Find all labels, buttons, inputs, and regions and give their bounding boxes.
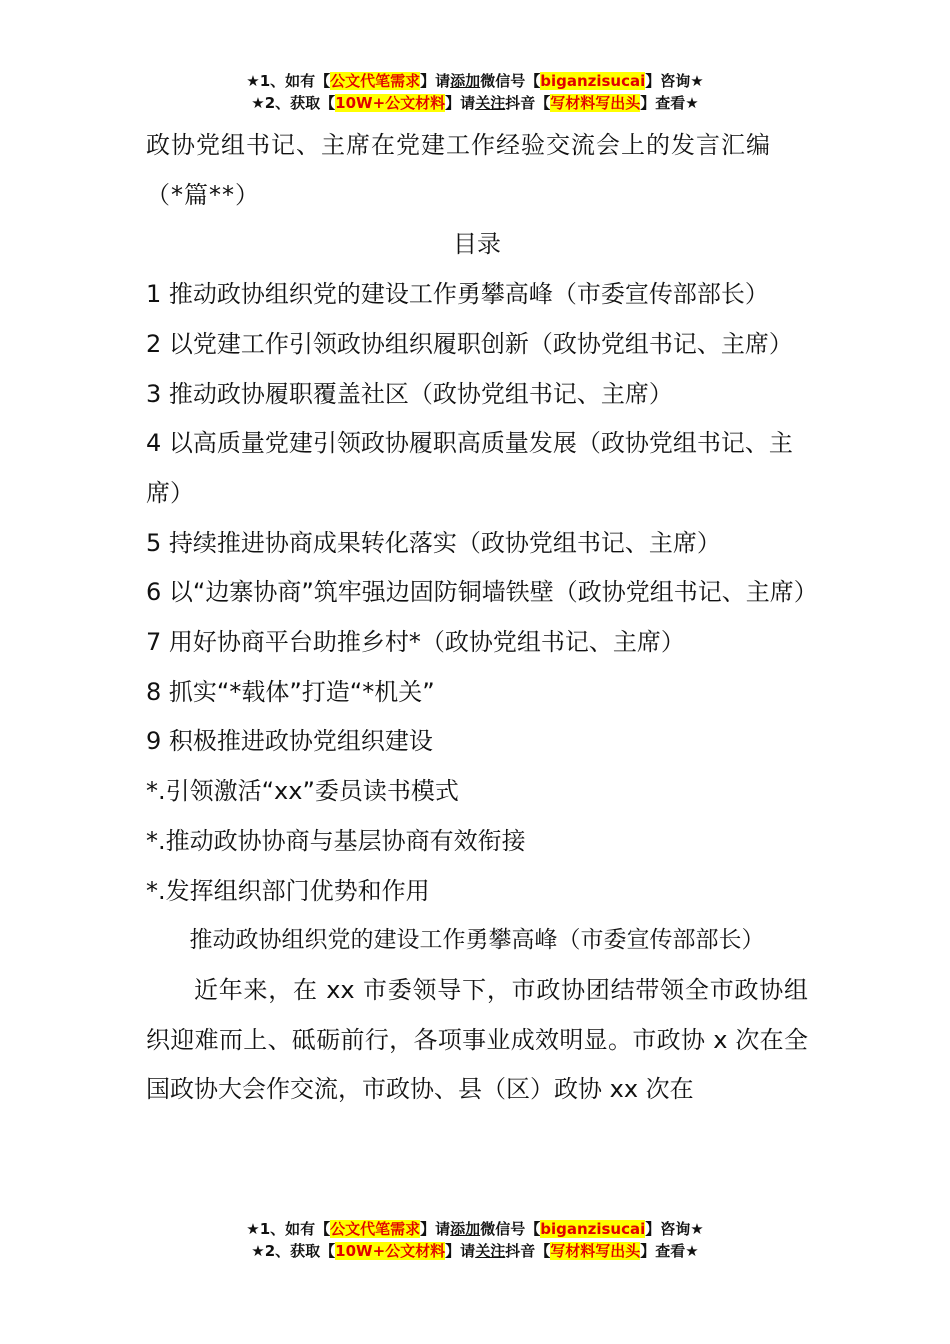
promo-underline: 关注 [475, 1242, 506, 1260]
star-icon: ★ [685, 94, 699, 112]
promo-line-2 [0, 92, 950, 114]
body-paragraph: 近年来，在 xx 市委领导下，市政协团结带领全市政协组织迎难而上、砥砺前行，各项事业成效明显。市政协 x 次在全国政协大会作交流，市政协、县（区）政协 xx 次在 [146, 975, 808, 1104]
star-icon: ★ [690, 1220, 704, 1238]
promo-highlight: 公文代笔需求 [330, 1220, 421, 1238]
promo-text: 】请 [445, 1242, 476, 1260]
promo-line-1 [0, 70, 950, 92]
promo-underline: 添加 [450, 72, 481, 90]
star-icon: ★ [246, 72, 260, 90]
promo-text: 】请 [420, 72, 451, 90]
promo-text: 微信号【 [480, 72, 541, 90]
promo-highlight: 10W+公文材料 [335, 94, 446, 112]
toc-item: 1 推动政协组织党的建设工作勇攀高峰（市委宣传部部长） [146, 280, 769, 309]
promo-text: 1、如有【 [259, 72, 331, 90]
promo-text: 】查看 [640, 94, 686, 112]
promo-text: 1、如有【 [259, 1220, 331, 1238]
promo-underline: 关注 [475, 94, 506, 112]
toc-heading: 目录 [453, 230, 501, 259]
section-title: 推动政协组织党的建设工作勇攀高峰（市委宣传部部长） [189, 927, 765, 954]
toc-item: 9 积极推进政协党组织建设 [146, 727, 433, 756]
promo-text: 2、获取【 [264, 1242, 336, 1260]
promo-text: 2、获取【 [264, 94, 336, 112]
toc-item: *.发挥组织部门优势和作用 [146, 876, 430, 905]
promo-highlight: 10W+公文材料 [335, 1242, 446, 1260]
promo-underline: 添加 [450, 1220, 481, 1238]
star-icon: ★ [251, 94, 265, 112]
toc-item: 8 抓实“*载体”打造“*机关” [146, 677, 435, 706]
promo-line-2 [0, 1240, 950, 1262]
promo-text: 】查看 [640, 1242, 686, 1260]
toc-item: 2 以党建工作引领政协组织履职创新（政协党组书记、主席） [146, 329, 793, 358]
promo-douyin-id: 写材料写出头 [550, 94, 641, 112]
document-title: 政协党组书记、主席在党建工作经验交流会上的发言汇编（*篇**） [146, 131, 771, 209]
promo-wechat-id: biganzisucai [540, 72, 646, 90]
promo-line-1 [0, 1218, 950, 1240]
toc-item: *.引领激活“xx”委员读书模式 [146, 777, 459, 806]
promo-wechat-id: biganzisucai [540, 1220, 646, 1238]
toc-item: 7 用好协商平台助推乡村*（政协党组书记、主席） [146, 628, 685, 657]
promo-text: 】咨询 [645, 72, 691, 90]
document-body [146, 121, 818, 1115]
star-icon: ★ [685, 1242, 699, 1260]
toc-item: 5 持续推进协商成果转化落实（政协党组书记、主席） [146, 528, 721, 557]
toc-item: 3 推动政协履职覆盖社区（政协党组书记、主席） [146, 379, 673, 408]
star-icon: ★ [251, 1242, 265, 1260]
promo-text: 】请 [445, 94, 476, 112]
promo-douyin-id: 写材料写出头 [550, 1242, 641, 1260]
star-icon: ★ [690, 72, 704, 90]
promo-highlight: 公文代笔需求 [330, 72, 421, 90]
toc-item: *.推动政协协商与基层协商有效衔接 [146, 826, 526, 855]
promo-text: 抖音【 [505, 94, 551, 112]
promo-text: 抖音【 [505, 1242, 551, 1260]
star-icon: ★ [246, 1220, 260, 1238]
promo-text: 】咨询 [645, 1220, 691, 1238]
footer-promo-banner [0, 1218, 950, 1262]
toc-item: 6 以“边寨协商”筑牢强边固防铜墙铁壁（政协党组书记、主席） [146, 578, 818, 607]
promo-text: 微信号【 [480, 1220, 541, 1238]
promo-text: 】请 [420, 1220, 451, 1238]
toc-item: 4 以高质量党建引领政协履职高质量发展（政协党组书记、主席） [146, 429, 793, 507]
header-promo-banner [0, 70, 950, 114]
